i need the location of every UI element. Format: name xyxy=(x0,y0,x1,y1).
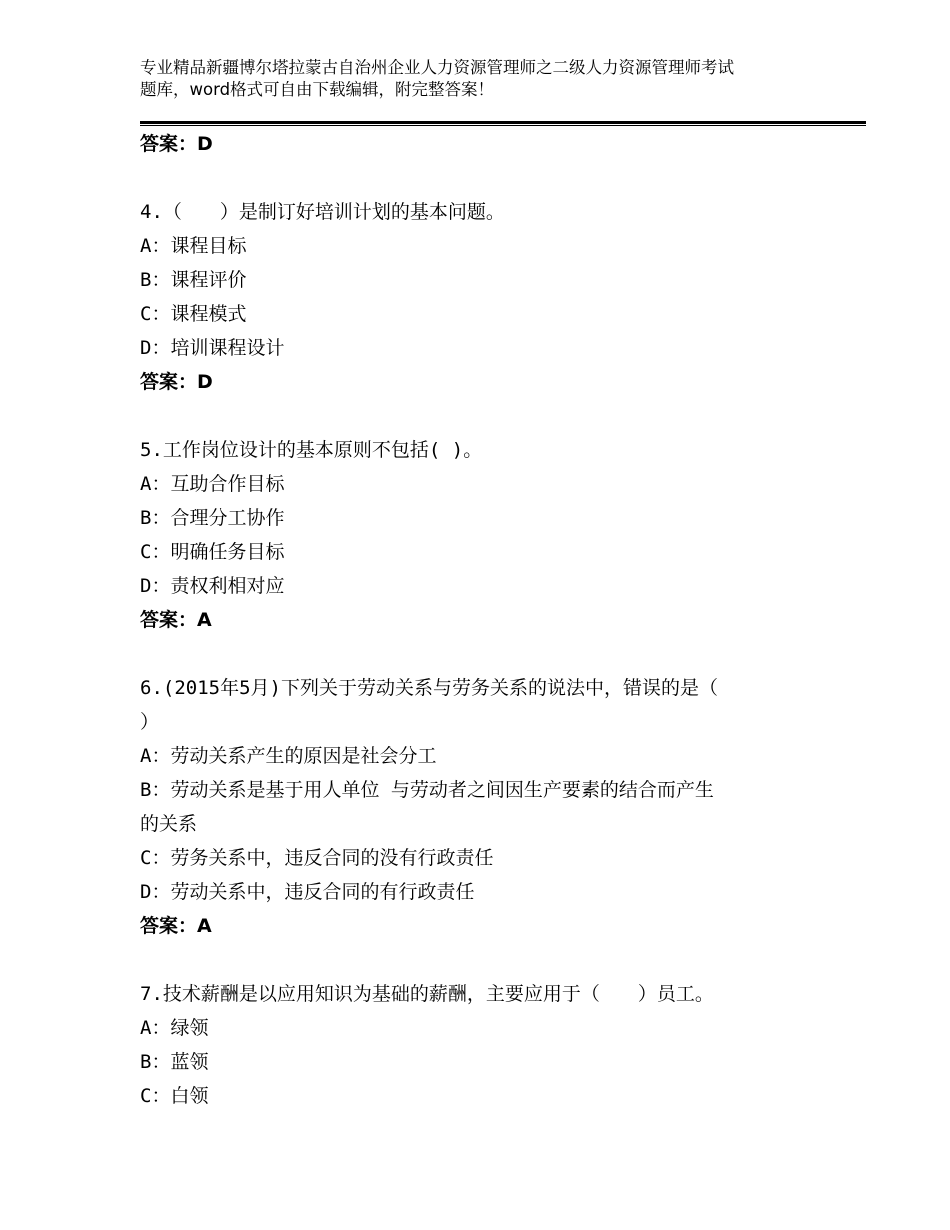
question-stem-line-2: ） xyxy=(140,711,160,733)
header-rule-thick xyxy=(140,121,866,124)
option-b: B：课程评价 xyxy=(140,269,247,291)
option-a: A：绿领 xyxy=(140,1017,209,1039)
spacer xyxy=(140,943,830,977)
spacer xyxy=(140,161,830,195)
option-a: A：课程目标 xyxy=(140,235,247,257)
option-a: A：互助合作目标 xyxy=(140,473,285,495)
option-d: D：培训课程设计 xyxy=(140,337,285,359)
header-line-1: 专业精品新疆博尔塔拉蒙古自治州企业人力资源管理师之二级人力资源管理师考试 xyxy=(140,58,734,77)
answer: 答案：A xyxy=(140,609,212,631)
question-6 xyxy=(140,671,830,943)
option-c: C：白领 xyxy=(140,1085,209,1107)
option-b: B：合理分工协作 xyxy=(140,507,285,529)
spacer xyxy=(140,399,830,433)
option-b: B：蓝领 xyxy=(140,1051,209,1073)
option-d: D：责权利相对应 xyxy=(140,575,285,597)
question-stem-line-1: 6.(2015年5月)下列关于劳动关系与劳务关系的说法中，错误的是（ xyxy=(140,677,718,699)
question-4 xyxy=(140,195,830,399)
option-c: C：明确任务目标 xyxy=(140,541,285,563)
header-rule-thin xyxy=(140,125,866,126)
option-c: C：课程模式 xyxy=(140,303,247,325)
header-line-2: 题库，word格式可自由下载编辑，附完整答案！ xyxy=(140,80,495,99)
question-stem: 7.技术薪酬是以应用知识为基础的薪酬，主要应用于（ ）员工。 xyxy=(140,983,714,1005)
answer-prev: 答案：D xyxy=(140,133,213,155)
answer: 答案：A xyxy=(140,915,212,937)
spacer xyxy=(140,637,830,671)
document-header xyxy=(140,57,830,101)
answer: 答案：D xyxy=(140,371,213,393)
option-b-line-2: 的关系 xyxy=(140,813,198,835)
question-stem: 5.工作岗位设计的基本原则不包括( )。 xyxy=(140,439,483,461)
option-a: A：劳动关系产生的原因是社会分工 xyxy=(140,745,437,767)
question-7 xyxy=(140,977,830,1113)
option-b-line-1: B：劳动关系是基于用人单位 与劳动者之间因生产要素的结合而产生 xyxy=(140,779,714,801)
option-d: D：劳动关系中，违反合同的有行政责任 xyxy=(140,881,475,903)
question-5 xyxy=(140,433,830,637)
option-c: C：劳务关系中，违反合同的没有行政责任 xyxy=(140,847,494,869)
document-body xyxy=(140,127,830,1113)
question-stem: 4.（ ）是制订好培训计划的基本问题。 xyxy=(140,201,505,223)
